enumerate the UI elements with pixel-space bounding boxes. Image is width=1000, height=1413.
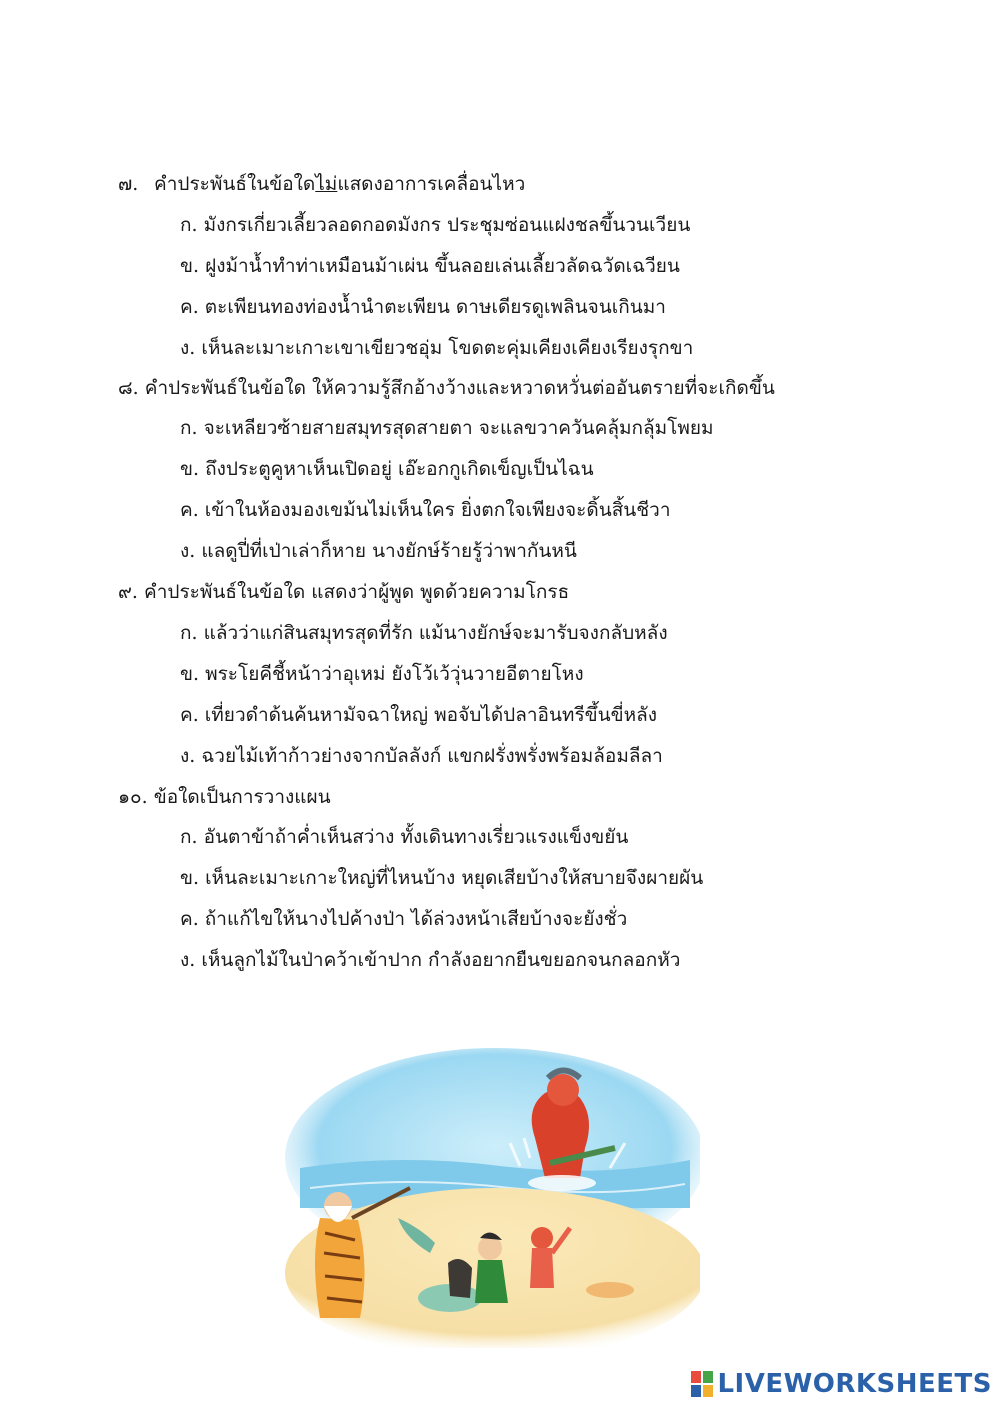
option-8-a: ก. จะเหลียวซ้ายสายสมุทรสุดสายตา จะแลขวาควันคลุ้มกลุ้มโพยม <box>180 417 714 439</box>
question-10 <box>118 785 331 809</box>
question-prompt: คำประพันธ์ในข้อใด แสดงว่าผู้พูด พูดด้วยความโกรธ <box>144 581 570 603</box>
option-10-c: ค. ถ้าแก้ไขให้นางไปค้างป่า ได้ล่วงหน้าเสียบ้างจะยังชั่ว <box>180 908 628 930</box>
question-7 <box>118 172 525 196</box>
option-9-c: ค. เที่ยวดำด้นค้นหามัจฉาใหญ่ พอจับได้ปลาอินทรีขึ้นขี่หลัง <box>180 704 658 726</box>
question-number: ๘. <box>118 377 139 399</box>
option-9-b: ข. พระโยคีชี้หน้าว่าอุเหม่ ยังโว้เว้วุ่นวายอีตายโหง <box>180 663 584 685</box>
question-number: ๑๐. <box>118 786 148 808</box>
question-9 <box>118 580 569 604</box>
question-8 <box>118 376 775 400</box>
option-7-c: ค. ตะเพียนทองท่องน้ำนำตะเพียน ดาษเดียรดูเพลินจนเกินมา <box>180 296 666 318</box>
option-7-b: ข. ฝูงม้าน้ำทำท่าเหมือนม้าเผ่น ขึ้นลอยเล่นเลี้ยวลัดฉวัดเฉวียน <box>180 255 680 277</box>
option-7-d: ง. เห็นละเมาะเกาะเขาเขียวชอุ่ม โขดตะคุ่มเคียงเคียงเรียงรุกขา <box>180 337 694 359</box>
question-number: ๙. <box>118 581 138 603</box>
option-8-c: ค. เข้าในห้องมองเขม้นไม่เห็นใคร ยิ่งตกใจเพียงจะดิ้นสิ้นชีวา <box>180 499 671 521</box>
option-9-d: ง. ฉวยไม้เท้าก้าวย่างจากบัลลังก์ แขกฝรั่งพรั่งพร้อมล้อมลีลา <box>180 745 663 767</box>
story-illustration <box>280 1048 700 1348</box>
question-prompt-end: แสดงอาการเคลื่อนไหว <box>337 173 526 195</box>
option-10-a: ก. อันตาข้าถ้าค่ำเห็นสว่าง ทั้งเดินทางเรี่ยวแรงแข็งขยัน <box>180 826 629 848</box>
question-prompt: ข้อใดเป็นการวางแผน <box>153 786 331 808</box>
question-prompt-start: คำประพันธ์ในข้อใด <box>154 173 316 195</box>
liveworksheets-logo-icon <box>691 1371 713 1397</box>
option-10-b: ข. เห็นละเมาะเกาะใหญ่ที่ไหนบ้าง หยุดเสียบ้างให้สบายจึงผายผัน <box>180 867 704 889</box>
option-8-b: ข. ถึงประตูคูหาเห็นเปิดอยู่ เอ๊ะอกกูเกิดเข็ญเป็นไฉน <box>180 458 594 480</box>
question-prompt: คำประพันธ์ในข้อใด ให้ความรู้สึกอ้างว้างและหวาดหวั่นต่ออันตรายที่จะเกิดขึ้น <box>144 377 775 399</box>
liveworksheets-watermark <box>691 1369 992 1399</box>
question-number: ๗. <box>118 173 139 195</box>
option-8-d: ง. แลดูปี่ที่เป่าเล่าก็หาย นางยักษ์ร้ายรู้ว่าพากันหนี <box>180 540 577 562</box>
option-9-a: ก. แล้วว่าแก่สินสมุทรสุดที่รัก แม้นางยักษ์จะมารับจงกลับหลัง <box>180 622 668 644</box>
question-prompt-underlined: ไม่ <box>315 173 338 195</box>
watermark-brand-text: LIVEWORKSHEETS <box>717 1369 992 1399</box>
option-10-d: ง. เห็นลูกไม้ในป่าคว้าเข้าปาก กำลังอยากยืนขยอกจนกลอกหัว <box>180 949 681 971</box>
option-7-a: ก. มังกรเกี่ยวเลี้ยวลอดกอดมังกร ประชุมซ่อนแฝงชลขึ้นวนเวียน <box>180 214 691 236</box>
